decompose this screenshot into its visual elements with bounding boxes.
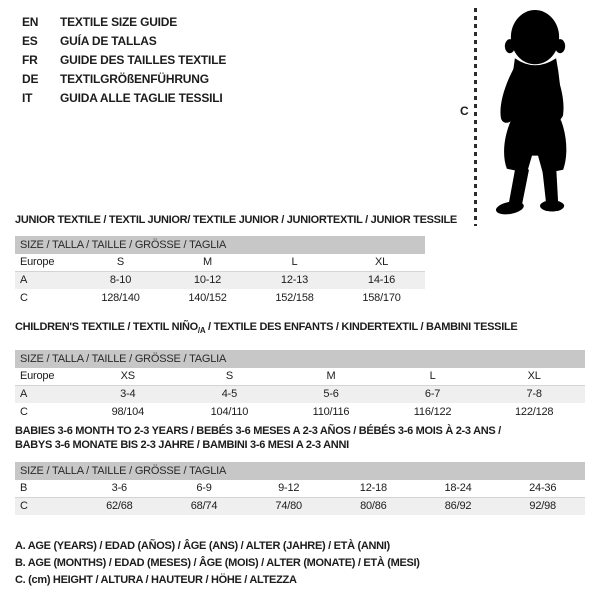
table-cell: M bbox=[203, 256, 212, 269]
junior-textile-table bbox=[15, 214, 457, 307]
table-cell: 140/152 bbox=[188, 291, 227, 304]
language-code: FR bbox=[22, 52, 38, 67]
language-code: DE bbox=[22, 71, 39, 86]
babies-textile-table bbox=[15, 425, 585, 515]
table-cell: 74/80 bbox=[275, 500, 302, 513]
table-title-block bbox=[15, 425, 585, 451]
table-cell: 116/122 bbox=[413, 405, 452, 418]
table-cell: XL bbox=[374, 256, 389, 269]
table-row-height bbox=[15, 498, 585, 516]
table-title bbox=[15, 321, 585, 335]
language-row bbox=[22, 69, 226, 88]
table-cell: 98/104 bbox=[111, 405, 145, 418]
language-code: EN bbox=[22, 14, 39, 29]
size-header-band: SIZE / TALLA / TAILLE / GRÖSSE / TAGLIA bbox=[15, 350, 585, 368]
table-row-europe bbox=[15, 254, 425, 272]
table-row-age bbox=[15, 386, 585, 404]
height-measure-label: C bbox=[460, 104, 469, 118]
table-cell: 122/128 bbox=[514, 405, 554, 418]
row-label: Europe bbox=[20, 370, 55, 383]
table-cell: XL bbox=[527, 370, 541, 383]
table-cell: 10-12 bbox=[193, 274, 222, 287]
language-row bbox=[22, 31, 226, 50]
footnote-c: C. (cm) HEIGHT / ALTURA / HAUTEUR / HÖHE / ALTEZZA bbox=[15, 574, 297, 586]
table-title-line2: BABYS 3-6 MONATE BIS 2-3 JAHRE / BAMBINI 3-6 MESI A 2-3 ANNI bbox=[15, 439, 349, 451]
table-cell: 3-6 bbox=[111, 482, 127, 495]
row-label: Europe bbox=[20, 256, 55, 269]
table-cell: 12-18 bbox=[359, 482, 387, 495]
table-cell: L bbox=[429, 370, 436, 383]
height-measure-figure bbox=[450, 6, 595, 230]
guide-title: GUÍA DE TALLAS bbox=[60, 33, 157, 48]
table-row-europe bbox=[15, 368, 585, 386]
table-cell: S bbox=[225, 370, 233, 383]
children-textile-table bbox=[15, 321, 585, 421]
table-cell: L bbox=[291, 256, 298, 269]
guide-title: TEXTILE SIZE GUIDE bbox=[60, 14, 178, 29]
guide-title: TEXTILGRÖßENFÜHRUNG bbox=[60, 71, 209, 86]
table-title: JUNIOR TEXTILE / TEXTIL JUNIOR/ TEXTILE JUNIOR / JUNIORTEXTIL / JUNIOR TESSILE bbox=[15, 214, 457, 226]
height-dashed-line bbox=[474, 8, 477, 226]
language-code: ES bbox=[22, 33, 38, 48]
guide-title: GUIDA ALLE TAGLIE TESSILI bbox=[60, 90, 223, 105]
footnotes bbox=[15, 538, 420, 589]
table-cell: M bbox=[326, 370, 336, 383]
language-row bbox=[22, 50, 226, 69]
table-cell: 104/110 bbox=[210, 405, 249, 418]
table-cell: 4-5 bbox=[221, 388, 238, 401]
row-label: A bbox=[20, 388, 28, 401]
table-cell: 8-10 bbox=[109, 274, 132, 287]
table-cell: 14-16 bbox=[367, 274, 396, 287]
language-code: IT bbox=[22, 90, 33, 105]
table-cell: S bbox=[116, 256, 125, 269]
language-title-list bbox=[22, 12, 226, 107]
table-row-age-months bbox=[15, 480, 585, 498]
baby-silhouette-icon bbox=[484, 8, 586, 224]
table-row-height bbox=[15, 289, 425, 307]
table-cell: 3-4 bbox=[120, 388, 136, 401]
title-post: / TEXTILE DES ENFANTS / KINDERTEXTIL / BAMBINI TESSILE bbox=[205, 321, 518, 333]
table-cell: 128/140 bbox=[101, 291, 140, 304]
table-cell: 110/116 bbox=[312, 405, 350, 418]
table-cell: 152/158 bbox=[275, 291, 314, 304]
table-cell: 62/68 bbox=[106, 500, 133, 513]
table-cell: 12-13 bbox=[280, 274, 309, 287]
table-cell: 5-6 bbox=[323, 388, 339, 401]
table-cell: 9-12 bbox=[278, 482, 300, 495]
row-label: C bbox=[20, 291, 28, 304]
language-row bbox=[22, 12, 226, 31]
footnote-b: B. AGE (MONTHS) / EDAD (MESES) / ÂGE (MOIS) / ALTER (MONATE) / ETÀ (MESI) bbox=[15, 557, 420, 569]
table-title-line1: BABIES 3-6 MONTH TO 2-3 YEARS / BEBÉS 3-6 MESES A 2-3 AÑOS / BÉBÉS 3-6 MOIS À 2-3 ANS / bbox=[15, 425, 501, 437]
row-label: B bbox=[20, 482, 28, 495]
title-pre: CHILDREN'S TEXTILE / TEXTIL NIÑO bbox=[15, 321, 198, 333]
title-sub: /A bbox=[197, 326, 206, 336]
table-row-height bbox=[15, 403, 585, 421]
row-label: A bbox=[20, 274, 28, 287]
table-cell: 92/98 bbox=[529, 500, 556, 513]
size-header-band: SIZE / TALLA / TAILLE / GRÖSSE / TAGLIA bbox=[15, 236, 425, 254]
table-cell: 18-24 bbox=[444, 482, 472, 495]
language-row bbox=[22, 88, 226, 107]
guide-title: GUIDE DES TAILLES TEXTILE bbox=[60, 52, 227, 67]
table-cell: 80/86 bbox=[360, 500, 387, 513]
footnote-a: A. AGE (YEARS) / EDAD (AÑOS) / ÂGE (ANS) / ALTER (JAHRE) / ETÀ (ANNI) bbox=[15, 540, 390, 552]
table-cell: 6-9 bbox=[196, 482, 212, 495]
table-cell: 68/74 bbox=[190, 500, 218, 513]
table-cell: 24-36 bbox=[529, 482, 557, 495]
row-label: C bbox=[20, 405, 28, 418]
table-cell: 158/170 bbox=[362, 291, 401, 304]
size-header-band: SIZE / TALLA / TAILLE / GRÖSSE / TAGLIA bbox=[15, 462, 585, 480]
table-cell: 7-8 bbox=[526, 388, 542, 401]
row-label: C bbox=[20, 500, 28, 513]
table-row-age bbox=[15, 272, 425, 290]
table-cell: 6-7 bbox=[424, 388, 441, 401]
table-cell: 86/92 bbox=[444, 500, 472, 513]
table-cell: XS bbox=[120, 370, 135, 383]
